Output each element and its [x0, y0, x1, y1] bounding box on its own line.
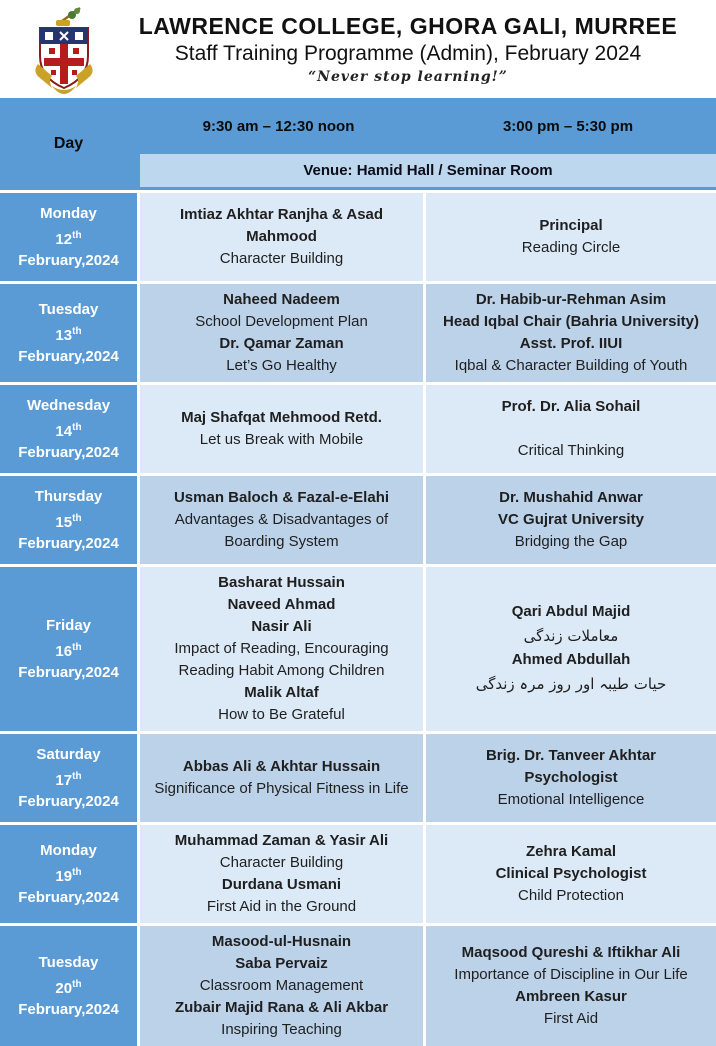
session-topic: Character Building — [219, 250, 344, 267]
session-topic: First Aid in the Ground — [206, 898, 357, 915]
speaker-name: Asst. Prof. IIUI — [519, 335, 623, 352]
venue-header: Venue: Hamid Hall / Seminar Room — [140, 154, 716, 187]
day-cell — [0, 385, 137, 473]
speaker-name: VC Gujrat University — [498, 511, 644, 528]
speaker-name: Qari Abdul Majid — [511, 603, 631, 620]
day-cell — [0, 926, 137, 1046]
day-date: 16th — [55, 641, 82, 660]
day-date: 20th — [55, 978, 82, 997]
speaker-name: Principal — [539, 217, 603, 234]
day-cell — [0, 734, 137, 822]
date-ordinal: th — [72, 421, 82, 433]
day-month-year: February,2024 — [18, 792, 119, 810]
session-topic — [434, 418, 708, 440]
session-topic: Advantages & Disadvantages of Boarding System — [174, 511, 389, 550]
programme-title: Staff Training Programme (Admin), February 2024 — [174, 41, 642, 65]
session-topic-urdu: حیات طیبہ اور روز مرہ زندگی — [475, 675, 667, 693]
session-topic: Significance of Physical Fitness in Life — [154, 780, 409, 797]
speaker-name: Clinical Psychologist — [495, 865, 647, 882]
session-topic: Reading Circle — [521, 239, 621, 256]
afternoon-session-cell — [426, 476, 716, 564]
afternoon-session-cell — [426, 193, 716, 281]
schedule-body — [0, 193, 716, 1046]
day-cell — [0, 825, 137, 923]
morning-session-cell — [140, 476, 423, 564]
day-date: 12th — [55, 229, 82, 248]
day-cell — [0, 567, 137, 731]
college-crest-icon — [28, 6, 100, 94]
session-topic: Emotional Intelligence — [497, 791, 645, 808]
speaker-name: Zubair Majid Rana & Ali Akbar — [174, 999, 389, 1016]
day-month-year: February,2024 — [18, 663, 119, 681]
session-topic: Let us Break with Mobile — [199, 431, 364, 448]
afternoon-session-cell — [426, 385, 716, 473]
session-topic: First Aid — [543, 1010, 599, 1027]
schedule-row — [0, 193, 716, 281]
morning-session-cell — [140, 926, 423, 1046]
date-ordinal: th — [72, 325, 82, 337]
afternoon-session-cell — [426, 734, 716, 822]
day-name: Tuesday — [38, 300, 99, 318]
day-date: 14th — [55, 421, 82, 440]
college-motto: “Never stop learning!” — [308, 68, 508, 85]
morning-session-cell — [140, 734, 423, 822]
day-cell — [0, 284, 137, 382]
day-name: Monday — [40, 204, 97, 222]
day-name: Thursday — [34, 487, 103, 505]
speaker-name: Dr. Qamar Zaman — [219, 335, 344, 352]
day-date: 15th — [55, 512, 82, 531]
speaker-name: Malik Altaf — [244, 684, 319, 701]
schedule-row — [0, 567, 716, 731]
schedule-row — [0, 734, 716, 822]
session-topic: Let’s Go Healthy — [226, 357, 337, 374]
speaker-name: Psychologist — [524, 769, 618, 786]
day-cell — [0, 193, 137, 281]
session-topic: Iqbal & Character Building of Youth — [454, 357, 688, 374]
speaker-name: Dr. Habib-ur-Rehman Asim — [475, 291, 667, 308]
day-month-year: February,2024 — [18, 888, 119, 906]
document-header — [0, 0, 716, 97]
session-topic: How to Be Grateful — [218, 706, 345, 723]
date-ordinal: th — [72, 229, 82, 241]
speaker-name: Saba Pervaiz — [235, 955, 328, 972]
morning-time-header: 9:30 am – 12:30 noon — [202, 117, 355, 135]
afternoon-session-cell — [426, 567, 716, 731]
day-month-year: February,2024 — [18, 443, 119, 461]
day-month-year: February,2024 — [18, 251, 119, 269]
time-header-row — [137, 98, 716, 154]
speaker-name: Basharat Hussain — [218, 574, 345, 591]
morning-session-cell — [140, 193, 423, 281]
date-ordinal: th — [72, 512, 82, 524]
session-topic-urdu: معاملات زندگی — [523, 627, 619, 645]
day-name: Monday — [40, 841, 97, 859]
speaker-name: Nasir Ali — [251, 618, 312, 635]
speaker-name: Naveed Ahmad — [227, 596, 336, 613]
speaker-name: Naheed Nadeem — [223, 291, 340, 308]
day-name: Friday — [45, 616, 91, 634]
afternoon-session-cell — [426, 825, 716, 923]
date-ordinal: th — [72, 978, 82, 990]
schedule-row — [0, 476, 716, 564]
college-name: LAWRENCE COLLEGE, GHORA GALI, MURREE — [138, 12, 678, 39]
day-name: Tuesday — [38, 953, 99, 971]
morning-session-cell — [140, 284, 423, 382]
day-date: 17th — [55, 770, 82, 789]
speaker-name: Imtiaz Akhtar Ranjha & Asad Mahmood — [179, 206, 384, 245]
date-ordinal: th — [72, 770, 82, 782]
date-ordinal: th — [72, 866, 82, 878]
schedule-row — [0, 926, 716, 1046]
session-topic: Character Building — [219, 854, 344, 871]
schedule-table-header — [0, 98, 716, 190]
speaker-name: Abbas Ali & Akhtar Hussain — [182, 758, 381, 775]
day-month-year: February,2024 — [18, 1000, 119, 1018]
speaker-name: Brig. Dr. Tanveer Akhtar — [485, 747, 657, 764]
speaker-name: Durdana Usmani — [221, 876, 342, 893]
speaker-name: Maqsood Qureshi & Iftikhar Ali — [461, 944, 681, 961]
afternoon-session-cell — [426, 284, 716, 382]
session-topic: Critical Thinking — [517, 442, 625, 459]
speaker-name: Zehra Kamal — [525, 843, 617, 860]
speaker-name: Dr. Mushahid Anwar — [499, 489, 643, 506]
day-date: 13th — [55, 325, 82, 344]
speaker-name: Ahmed Abdullah — [511, 651, 631, 668]
speaker-name: Masood-ul-Husnain — [211, 933, 352, 950]
session-topic: Impact of Reading, Encouraging Reading Habit Among Children — [174, 640, 389, 679]
schedule-row — [0, 284, 716, 382]
schedule-row — [0, 385, 716, 473]
date-ordinal: th — [72, 641, 82, 653]
session-topic: Importance of Discipline in Our Life — [454, 966, 688, 983]
day-name: Wednesday — [26, 396, 111, 414]
session-topic: Bridging the Gap — [514, 533, 628, 550]
session-topic: Inspiring Teaching — [221, 1021, 342, 1038]
day-month-year: February,2024 — [18, 534, 119, 552]
morning-session-cell — [140, 825, 423, 923]
day-date: 19th — [55, 866, 82, 885]
session-topic: Child Protection — [518, 887, 624, 904]
speaker-name: Maj Shafqat Mehmood Retd. — [181, 409, 382, 426]
speaker-name: Head Iqbal Chair (Bahria University) — [443, 313, 699, 330]
morning-session-cell — [140, 385, 423, 473]
day-month-year: February,2024 — [18, 347, 119, 365]
session-topic: School Development Plan — [195, 313, 368, 330]
speaker-name: Usman Baloch & Fazal-e-Elahi — [173, 489, 390, 506]
schedule-row — [0, 825, 716, 923]
speaker-name: Ambreen Kasur — [515, 988, 627, 1005]
day-column-header: Day — [53, 135, 84, 152]
day-cell — [0, 476, 137, 564]
day-name: Saturday — [36, 745, 101, 763]
speaker-name: Muhammad Zaman & Yasir Ali — [174, 832, 389, 849]
afternoon-session-cell — [426, 926, 716, 1046]
afternoon-time-header: 3:00 pm – 5:30 pm — [502, 117, 634, 135]
morning-session-cell — [140, 567, 423, 731]
speaker-name: Prof. Dr. Alia Sohail — [501, 398, 641, 415]
session-topic: Classroom Management — [199, 977, 364, 994]
